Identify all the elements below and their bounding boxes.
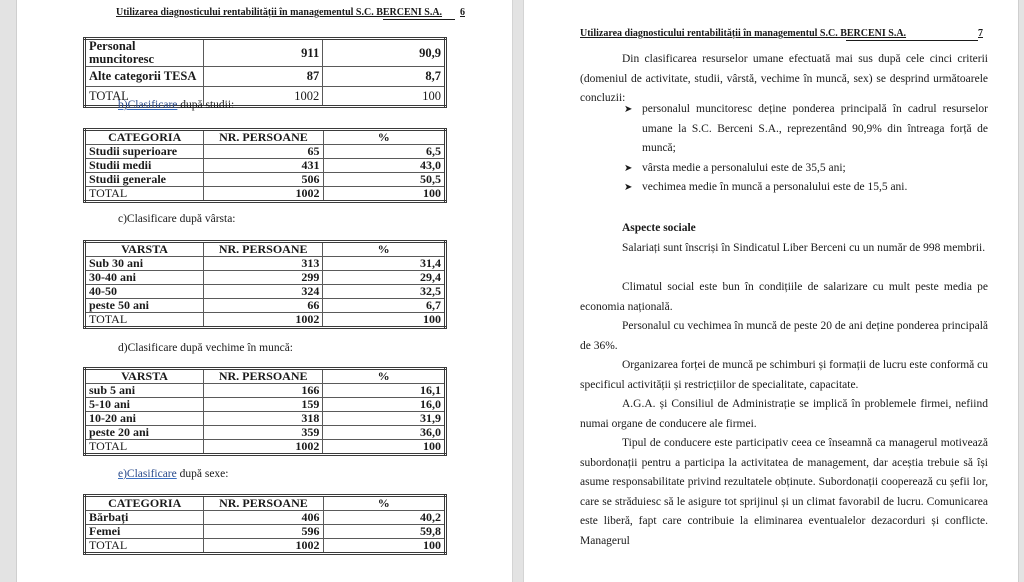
cell-count: 596 [204,525,323,539]
page-7 [524,0,1018,582]
cell-pct: 59,8 [323,525,445,539]
header-pct: % [323,496,445,511]
paragraph: A.G.A. și Consiliul de Administrație se implică în problemele firmei, nefiind numai organe de conducere ale firmei. [580,398,988,430]
header-count: NR. PERSOANE [204,242,323,257]
cell-count: 1002 [204,539,323,554]
header-category: CATEGORIA [85,496,204,511]
cell-label: TOTAL [85,87,204,107]
cell-label: Femei [85,525,204,539]
table-row-total [85,539,446,554]
arrowhead-right-icon: ➤ [624,104,633,115]
cell-pct: 100 [323,87,446,107]
header-category: CATEGORIA [85,130,204,145]
cell-pct: 100 [323,313,446,328]
cell-label: Sub 30 ani [85,257,204,271]
cell-label: Personal muncitoresc [85,39,204,67]
table-row [85,426,446,440]
cell-pct: 29,4 [323,271,446,285]
cell-label: peste 20 ani [85,426,204,440]
header-pct: % [323,369,446,384]
table-row [85,511,446,525]
cell-count: 299 [204,271,323,285]
cell-count: 506 [204,173,323,187]
cell-count: 359 [204,426,323,440]
header-rule [383,7,455,20]
table-row [85,67,446,87]
table-header-row [85,369,446,384]
paragraph: Climatul social este bun în condițiile de salarizare cu mult peste media pe economia națională. [580,281,988,313]
cell-pct: 31,9 [323,412,446,426]
caption-studies [118,99,234,111]
section-title: Aspecte sociale [622,222,696,234]
table-row [85,299,446,313]
cell-pct: 16,1 [323,384,446,398]
cell-pct: 43,0 [323,159,445,173]
cell-count: 1002 [204,440,323,455]
page-number: 7 [978,28,983,39]
list-item: ➤ personalul muncitoresc deține ponderea principală în cadrul resurselor umane la S.C. Berceni S.A., reprezentând 90,9% din întreaga forță de muncă; [642,100,988,159]
cell-count: 65 [204,145,323,159]
paragraph: Tipul de conducere este participativ ceea ce înseamnă ca managerul motivează subordonații pentru a participa la activitatea de management, dar aceștia trebuie să își asume responsabilitate privind rezultatele obținute. Subordonații cooperează cu șefii lor, care se străduiesc să le asigure tot sprijinul și un climat favorabil de lucru. Comunicarea este liberă, fapt care contribuie la eliminarea eventualelor dezacorduri și conflicte. Managerul [580,437,988,547]
cell-label: TOTAL [85,313,204,328]
table-header-row [85,130,446,145]
cell-pct: 36,0 [323,426,446,440]
cell-label: peste 50 ani [85,299,204,313]
cell-count: 66 [204,299,323,313]
cell-count: 318 [204,412,323,426]
table-row-total [85,187,446,202]
cell-count: 324 [204,285,323,299]
cell-count: 1002 [204,87,323,107]
cell-pct: 6,5 [323,145,445,159]
cell-pct: 8,7 [323,67,446,87]
table-row [85,285,446,299]
caption-age: c)Clasificare după vârsta: [118,213,236,225]
cell-count: 1002 [204,187,323,202]
table-activity [83,37,447,108]
list-item: ➤ vechimea medie în muncă a personalului este de 15,5 ani. [642,178,988,198]
table-age [83,240,447,329]
table-row [85,271,446,285]
table-seniority [83,367,447,456]
table-row [85,257,446,271]
cell-label: Alte categorii TESA [85,67,204,87]
cell-count: 159 [204,398,323,412]
cell-label: 10-20 ani [85,412,204,426]
cell-pct: 6,7 [323,299,446,313]
paragraph: Personalul cu vechimea în muncă de peste 20 de ani deține ponderea principală de 36%. [580,320,988,352]
cell-count: 1002 [204,313,323,328]
page-gutter [512,0,524,582]
caption-seniority: d)Clasificare după vechime în muncă: [118,342,293,354]
cell-label: Studii medii [85,159,204,173]
header-pct: % [323,130,445,145]
table-header-row [85,242,446,257]
header-count: NR. PERSOANE [204,130,323,145]
table-row [85,525,446,539]
table-row [85,145,446,159]
paragraph: Organizarea forței de muncă pe schimburi și formații de lucru este conformă cu specificul activității și restricțiilor de specialitate, capacitate. [580,359,988,391]
cell-pct: 16,0 [323,398,446,412]
table-row-total [85,440,446,455]
arrowhead-right-icon: ➤ [624,182,633,193]
cell-count: 911 [204,39,323,67]
table-row [85,412,446,426]
cell-label: TOTAL [85,187,204,202]
cell-pct: 100 [323,440,446,455]
list-item: ➤ vârsta medie a personalului este de 35,5 ani; [642,159,988,179]
table-studies [83,128,447,203]
header-rule [846,28,978,41]
cell-label: TOTAL [85,539,204,554]
cell-pct: 31,4 [323,257,446,271]
conclusions-list [624,100,988,198]
cell-pct: 40,2 [323,511,445,525]
intro-paragraph: Din clasificarea resurselor umane efectuată mai sus după cele cinci criterii (domeniul de activitate, studii, vârstă, vechime în muncă, sex) se desprind următoarele concluzii: [580,53,988,104]
cell-count: 406 [204,511,323,525]
header-age: VARSTA [85,369,204,384]
cell-pct: 32,5 [323,285,446,299]
table-row [85,398,446,412]
running-header: Utilizarea diagnosticului rentabilității în managementul S.C. BERCENI S.A. [116,7,443,18]
page-6 [17,0,512,582]
table-row [85,39,446,67]
cell-label: Studii superioare [85,145,204,159]
header-count: NR. PERSOANE [204,369,323,384]
header-age: VARSTA [85,242,204,257]
cell-pct: 100 [323,187,445,202]
page-shadow-right [1018,0,1019,582]
table-gender [83,494,447,555]
cell-count: 431 [204,159,323,173]
caption-prefix: e)Clasificare [118,468,177,480]
header-count: NR. PERSOANE [204,496,323,511]
header-pct: % [323,242,446,257]
table-row [85,384,446,398]
cell-label: 5-10 ani [85,398,204,412]
page-number: 6 [460,7,465,18]
cell-label: 30-40 ani [85,271,204,285]
caption-prefix: b)Clasificare [118,99,178,111]
caption-rest: după studii: [177,99,235,111]
table-row [85,159,446,173]
cell-label: TOTAL [85,440,204,455]
cell-pct: 90,9 [323,39,446,67]
cell-count: 166 [204,384,323,398]
cell-count: 87 [204,67,323,87]
caption-gender [118,468,228,480]
table-row-total [85,313,446,328]
cell-pct: 100 [323,539,445,554]
cell-label: 40-50 [85,285,204,299]
cell-label: Bărbați [85,511,204,525]
cell-pct: 50,5 [323,173,445,187]
table-row [85,173,446,187]
cell-label: Studii generale [85,173,204,187]
arrowhead-right-icon: ➤ [624,162,633,174]
table-header-row [85,496,446,511]
cell-count: 313 [204,257,323,271]
paragraph: Salariați sunt înscriși în Sindicatul Liber Berceni cu un număr de 998 membrii. [622,242,986,254]
running-header: Utilizarea diagnosticului rentabilității în managementul S.C. BERCENI S.A. [580,28,907,39]
caption-rest: după sexe: [176,468,229,480]
cell-label: sub 5 ani [85,384,204,398]
